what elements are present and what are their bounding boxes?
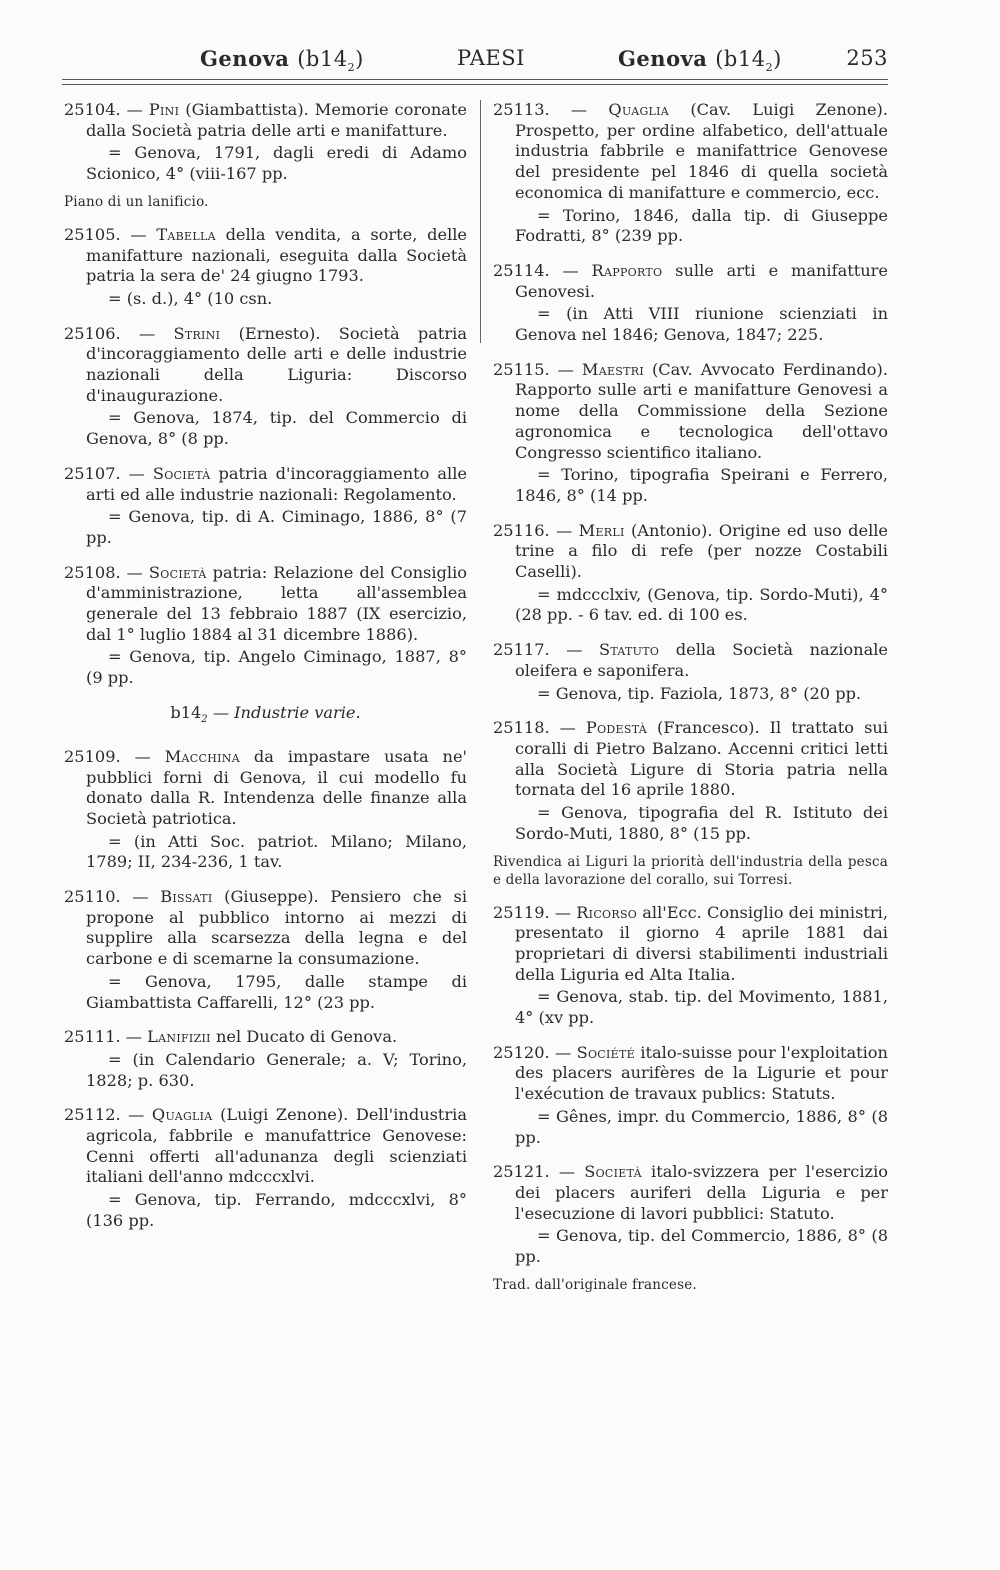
bibliography-entry [64,747,467,873]
entry-title: (Cav. Luigi Zenone). Prospetto, per ordine alfabetico, dell'attuale industria fabbrile e manifattrice Genovese del presidente pel 1846 di quella società economica di manifatture e commercio, ecc. [515,100,889,202]
entry-text [64,747,467,830]
entry-author: Società [584,1162,642,1182]
entry-author: Quaglia [608,100,670,119]
entry-text [493,640,888,681]
entry-text [64,324,467,407]
entry-number: 25117. — [493,640,599,660]
bibliography-entry [64,563,467,689]
entry-note: Piano di un lanificio. [64,193,209,210]
entry-text [64,1105,467,1188]
entry-text [64,225,467,287]
entry-number: 25108. — [64,562,149,582]
entry-text [493,903,888,986]
entry-imprint: = Genova, 1795, dalle stampe di Giambattista Caffarelli, 12° (23 pp. [86,971,467,1012]
entry-title: italo-svizzera per l'esercizio dei placers auriferi della Liguria e per l'esecuzione di lavori pubblici: Statuto. [515,1162,888,1223]
column-divider [480,100,481,343]
bibliography-entry [64,1027,467,1091]
entry-number: 25112. — [64,1105,152,1125]
entry-text [64,563,467,646]
entry-number: 25107. — [64,463,153,483]
entry-title: (Francesco). Il trattato sui coralli di Pietro Balzano. Accenni critici letti alla Società Ligure di Storia patria nella tornata del 16 aprile 1880. [515,718,888,800]
entry-author: Quaglia [151,1105,213,1125]
bibliography-entry [493,521,888,627]
entry-imprint: = Genova, 1791, dagli eredi di Adamo Scionico, 4° (viii-167 pp. [86,143,467,184]
entry-title: (Giuseppe). Pensiero che si propone al pubblico intorno ai mezzi di supplire alla scarsezza della legna e del carbone e di scemarne la consumazione. [86,887,468,969]
entry-title: sulle arti e manifatture Genovesi. [515,260,888,301]
bibliography-entry [64,324,467,450]
section-heading [64,703,467,731]
entry-title: (Luigi Zenone). Dell'industria agricola, fabbrile e manufattrice Genovese: Cenni offerti all'adunanza degli scienziati italiani dell'anno mdcccxlvi. [86,1105,467,1187]
entry-author: Podestà [585,718,647,738]
page-number: 253 [846,46,888,70]
bibliography-entry [493,360,888,507]
entry-imprint: = (in Atti VIII riunione scienziati in Genova nel 1846; Genova, 1847; 225. [515,304,888,345]
entry-number: 25109. — [64,746,165,766]
bibliography-entry [64,887,467,1013]
entry-title: patria: Relazione del Consiglio d'amministrazione, letta all'assemblea generale del 13 febbraio 1887 (IX esercizio, dal 1° luglio 1884 al 31 dicembre 1886). [86,562,467,644]
entry-author: Merli [578,520,625,540]
entry-author: Ricorso [576,902,638,922]
entry-text [64,100,467,141]
entry-author: Società [152,463,211,483]
bibliography-entry [64,100,467,185]
entry-number: 25110. — [64,887,161,907]
entry-note: Rivendica ai Liguri la priorità dell'industria della pesca e della lavorazione del corallo, sui Torresi. [493,853,888,888]
bibliography-entry [493,718,888,844]
running-header [62,40,888,80]
header-center: PAESI [457,46,525,70]
entry-author: Maestri [581,359,644,379]
bibliography-entry [493,100,888,247]
entry-number: 25113. — [493,100,609,119]
entry-author: Statuto [598,640,660,660]
entry-title: all'Ecc. Consiglio dei ministri, presentato il giorno 4 aprile 1881 dai proprietari di diversi stabilimenti industriali della Liguria ed Alta Italia. [515,902,888,984]
entry-title: della vendita, a sorte, delle manifatture nazionali, eseguita dalla Società patria la sera de' 24 giugno 1793. [86,224,467,286]
entry-imprint: = Torino, tipografia Speirani e Ferrero, 1846, 8° (14 pp. [515,465,888,505]
header-left: Genova $(b14_2)$ [200,46,364,75]
entry-number: 25115. — [493,359,582,379]
entry-number: 25114. — [493,260,592,280]
right-column [493,100,888,1308]
entry-title: patria d'incoraggiamento alle arti ed alle industrie nazionali: Regolamento. [86,463,467,504]
entry-text [493,261,888,302]
entry-author: Société [576,1042,635,1062]
entry-imprint: = Genova, 1874, tip. del Commercio di Genova, 8° (8 pp. [86,408,467,449]
header-right: Genova $(b14_2)$ [618,46,782,75]
entry-number: 25120. — [493,1042,577,1062]
entry-author: Rapporto [591,260,663,280]
left-column [64,100,467,1246]
bibliography-entry [493,640,888,704]
entry-number: 25119. — [493,902,577,922]
entry-title: da impastare usata ne' pubblici forni di Genova, il cui modello fu donato dalla R. Intendenza delle finanze alla Società patriotica. [86,746,467,828]
entry-imprint: = (in Calendario Generale; a. V; Torino, 1828; p. 630. [86,1049,467,1090]
entry-imprint: = Genova, tip. Angelo Ciminago, 1887, 8° (9 pp. [86,647,467,688]
entry-text [64,1027,467,1048]
entry-author: Pini [148,100,180,119]
entry-title: nel Ducato di Genova. [210,1027,398,1047]
entry-author: Lanifizii [147,1027,211,1047]
entry-title: (Giambattista). Memorie coronate dalla Società patria delle arti e manifatture. [86,100,467,140]
entry-text [493,718,888,801]
section-title: — Industrie varie. [207,702,361,722]
entry-author: Società [148,562,207,582]
entry-author: Bissati [160,887,213,907]
section-code: b14 [170,702,202,722]
bibliography-entry [493,1043,888,1149]
bibliography-entry [493,903,888,1029]
entry-imprint: = Genova, tip. di A. Ciminago, 1886, 8° (7 pp. [86,507,467,547]
bibliography-entry [64,225,467,310]
bibliography-entry [64,1105,467,1231]
entry-text [493,100,888,204]
header-rule-2 [62,84,888,85]
entry-imprint: = (in Atti Soc. patriot. Milano; Milano, 1789; II, 234-236, 1 tav. [86,831,467,872]
entry-author: Macchina [164,746,240,766]
entry-imprint: = Gênes, impr. du Commercio, 1886, 8° (8 pp. [515,1106,888,1147]
entry-imprint: = Genova, tipografia del R. Istituto dei Sordo-Muti, 1880, 8° (15 pp. [515,803,888,843]
bibliography-entry [64,464,467,549]
entry-title: (Ernesto). Società patria d'incoraggiamento delle arti e delle industrie nazionali della Liguria: Discorso d'inaugurazione. [86,323,467,405]
entry-title: (Antonio). Origine ed uso delle trine a filo di refe (per nozze Costabili Caselli). [515,520,888,582]
entry-text [493,1043,888,1105]
entry-imprint: = (s. d.), 4° (10 csn. [108,288,273,308]
entry-imprint: = Genova, stab. tip. del Movimento, 1881, 4° (xv pp. [515,987,888,1028]
entry-text [64,464,467,505]
entry-imprint: = Torino, 1846, dalla tip. di Giuseppe Fodratti, 8° (239 pp. [515,205,888,246]
entry-text [493,521,888,583]
entry-number: 25118. — [493,718,586,738]
entry-title: della Società nazionale oleifera e saponifera. [515,640,888,680]
entry-imprint: = mdccclxiv, (Genova, tip. Sordo-Muti), 4° (28 pp. - 6 tav. ed. di 100 es. [515,584,888,625]
entry-number: 25104. — [64,100,149,119]
bibliography-entry [493,261,888,346]
entry-imprint: = Genova, tip. Faziola, 1873, 8° (20 pp. [537,683,862,703]
entry-imprint: = Genova, tip. del Commercio, 1886, 8° (8 pp. [515,1226,888,1267]
entry-text [493,360,888,464]
entry-number: 25116. — [493,520,579,540]
entry-title: (Cav. Avvocato Ferdinando). Rapporto sulle arti e manifatture Genovesi a nome della Commissione della Sezione agronomica e tecnologica dell'ottavo Congresso scientifico italiano. [515,359,889,462]
entry-number: 25105. — [64,224,157,244]
header-rule [62,79,888,80]
section-code-sub: 2 [201,714,208,726]
bibliography-entry [493,1162,888,1268]
entry-imprint: = Genova, tip. Ferrando, mdcccxlvi, 8° (136 pp. [86,1190,467,1230]
entry-text [493,1162,888,1224]
entry-number: 25111. — [64,1027,148,1047]
entry-author: Tabella [156,224,216,244]
entry-number: 25106. — [64,323,174,343]
entry-author: Strini [173,323,221,343]
entry-title: italo-suisse pour l'exploitation des placers aurifères de la Ligurie et pour l'exécution de travaux publics: Statuts. [515,1042,888,1104]
entry-note: Trad. dall'originale francese. [493,1276,697,1293]
entry-number: 25121. — [493,1162,585,1182]
entry-text [64,887,467,970]
